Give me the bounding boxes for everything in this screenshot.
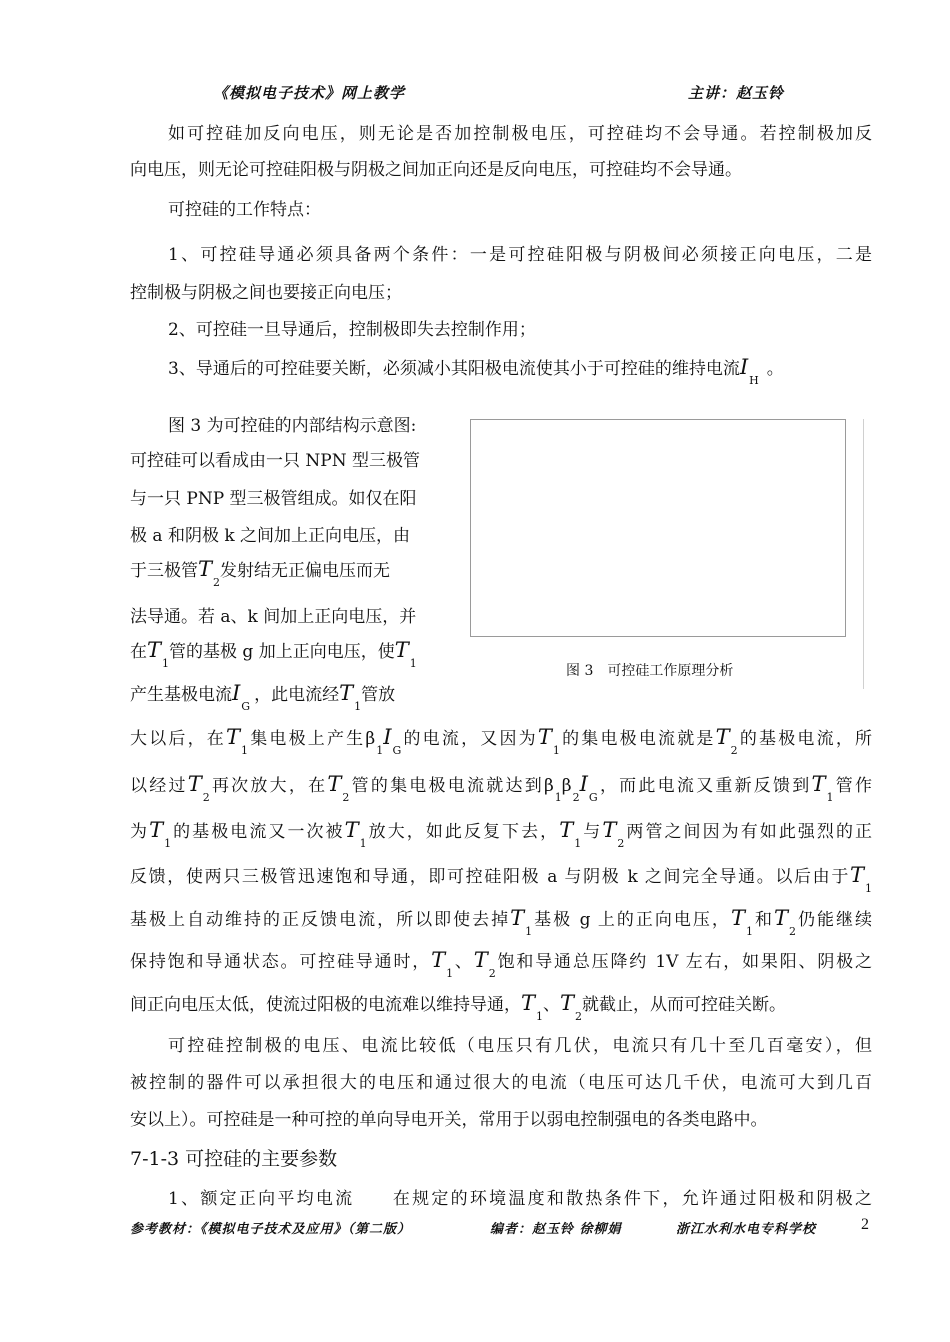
side-text-line	[130, 680, 396, 713]
text-run: 管的基极 g 加上正向电压，使	[169, 642, 395, 662]
side-text-line: 法导通。若 a、k 间加上正向电压，并	[130, 607, 417, 627]
text-run: 基极 g 上的正向电压，	[532, 910, 731, 930]
header-title: 《模拟电子技术》网上教学	[213, 84, 406, 102]
subscript: G	[241, 700, 251, 713]
text-run: 管作	[833, 776, 872, 796]
text-run: 为	[130, 822, 150, 842]
symbol-T: T	[715, 725, 730, 749]
text-run: 管放	[361, 685, 396, 705]
side-text-line: 图 3 为可控硅的内部结构示意图:	[168, 416, 417, 436]
symbol-beta: β	[543, 776, 554, 796]
subscript: 2	[488, 967, 496, 980]
paragraph-line: 可控硅的工作特点：	[168, 200, 321, 220]
list-item-2: 2、可控硅一旦导通后，控制极即失去控制作用；	[168, 320, 536, 340]
symbol-T: T	[198, 557, 213, 581]
text-run: 的电流，又因为	[401, 729, 538, 749]
symbol-I: I	[232, 681, 241, 705]
text-run: 、	[543, 995, 561, 1015]
text-run: 以经过	[130, 776, 188, 796]
symbol-T: T	[773, 906, 788, 930]
subscript: 1	[241, 744, 248, 757]
symbol-T: T	[510, 906, 525, 930]
symbol-I: I	[579, 772, 588, 796]
subscript: 1	[164, 837, 172, 850]
text-run: 饱和导通总压降约 1V 左右，如果阳、阴极之	[495, 952, 872, 972]
text-run: 仍能继续	[795, 910, 873, 930]
subscript: 1	[162, 657, 170, 670]
subscript: 1	[865, 882, 872, 895]
paragraph-line: 如可控硅加反向电压，则无论是否加控制极电压，可控硅均不会导通。若控制极加反	[168, 124, 872, 144]
text-run: 的集电极电流就是	[559, 729, 716, 749]
subscript: 1	[409, 657, 417, 670]
symbol-T: T	[327, 772, 342, 796]
side-text-line: 可控硅可以看成由一只 NPN 型三极管	[130, 451, 420, 471]
symbol-T: T	[537, 725, 552, 749]
text-run: 。	[766, 359, 784, 379]
side-text-line	[130, 556, 391, 589]
symbol-T: T	[730, 906, 745, 930]
symbol-T: T	[849, 863, 864, 887]
text-run: ，而此电流又重新反馈到	[597, 776, 812, 796]
paragraph-line: 1、额定正向平均电流 在规定的环境温度和散热条件下，允许通过阳极和阴极之	[168, 1189, 872, 1209]
subscript: 1	[745, 925, 753, 938]
text-run: 与	[581, 822, 603, 842]
text-run: 反馈，使两只三极管迅速饱和导通，即可控硅阳极 a 与阴极 k 之间完全导通。以后由于	[130, 867, 850, 887]
subscript: 1	[446, 967, 454, 980]
paragraph-line	[130, 863, 872, 895]
subscript: 1	[574, 837, 582, 850]
header-lecturer: 主讲：赵玉铃	[688, 84, 785, 102]
symbol-T: T	[559, 818, 574, 842]
subscript: 1	[525, 925, 533, 938]
symbol-beta: β	[561, 776, 572, 796]
subscript: 1	[554, 791, 562, 804]
subscript: 1	[354, 700, 362, 713]
text-run: 于三极管	[130, 561, 198, 581]
symbol-T: T	[521, 991, 536, 1015]
paragraph-line	[130, 991, 787, 1023]
paragraph-line	[130, 948, 872, 980]
side-text-line: 极 a 和阴极 k 之间加上正向电压，由	[130, 526, 411, 546]
symbol-T: T	[187, 772, 202, 796]
subscript: 2	[730, 744, 738, 757]
footer-school: 浙江水利水电专科学校	[676, 1222, 817, 1237]
section-heading: 7-1-3 可控硅的主要参数	[130, 1148, 338, 1170]
symbol-T: T	[225, 725, 240, 749]
symbol-T: T	[394, 638, 409, 662]
text-run: 就截止，从而可控硅关断。	[582, 995, 787, 1015]
text-run: 大以后，在	[130, 729, 226, 749]
text-run: 和	[752, 910, 774, 930]
text-run: 的基极电流，所	[737, 729, 873, 749]
text-run: 两管之间因为有如此强烈的正	[624, 822, 873, 842]
list-item-3	[168, 355, 784, 387]
side-text-line	[130, 637, 417, 670]
text-run: 基极上自动维持的正反馈电流，所以即使去掉	[130, 910, 511, 930]
list-item-1-line: 1、可控硅导通必须具备两个条件：一是可控硅阳极与阴极间必须接正向电压，二是	[168, 245, 872, 265]
subscript: 2	[575, 1010, 583, 1023]
subscript: H	[749, 374, 759, 387]
symbol-T: T	[344, 818, 359, 842]
text-run: 间正向电压太低，使流过阳极的电流难以维持导通，	[130, 995, 521, 1015]
paragraph-line	[130, 906, 873, 938]
symbol-T: T	[339, 681, 354, 705]
footer-textbook: 参考教材：《模拟电子技术及应用》（第二版）	[130, 1222, 412, 1237]
text-run: ，此电流经	[254, 685, 340, 705]
paragraph-line	[130, 818, 873, 850]
subscript: 1	[376, 744, 384, 757]
text-run: 集电极上产生	[248, 729, 366, 749]
figure-placeholder	[470, 419, 846, 637]
side-text-line: 与一只 PNP 型三极管组成。如仅在阳	[130, 489, 417, 509]
paragraph-line: 向电压，则无论可控硅阳极与阴极之间加正向还是反向电压，可控硅均不会导通。	[130, 160, 742, 180]
text-run: 保持饱和导通状态。可控硅导通时，	[130, 952, 432, 972]
subscript: 2	[213, 576, 221, 589]
symbol-T: T	[602, 818, 617, 842]
subscript: 1	[536, 1010, 544, 1023]
subscript: 2	[617, 837, 625, 850]
symbol-T: T	[147, 638, 162, 662]
subscript: 1	[826, 791, 834, 804]
text-run: 管的集电极电流就达到	[349, 776, 544, 796]
text-run: 再次放大，在	[209, 776, 328, 796]
text-run: 、	[453, 952, 474, 972]
paragraph-line	[130, 772, 872, 804]
subscript: 1	[552, 744, 560, 757]
subscript: 1	[359, 837, 367, 850]
symbol-T: T	[473, 948, 488, 972]
text-run: 发射结无正偏电压而无	[220, 561, 391, 581]
text-run: 在	[130, 642, 147, 662]
symbol-T: T	[149, 818, 164, 842]
symbol-T: T	[560, 991, 575, 1015]
paragraph-line: 安以上）。可控硅是一种可控的单向导电开关，常用于以弱电控制强电的各类电路中。	[130, 1110, 768, 1130]
subscript: G	[588, 791, 598, 804]
list-item-1-line: 控制极与阴极之间也要接正向电压；	[130, 283, 402, 303]
subscript: 2	[572, 791, 580, 804]
divider	[863, 419, 864, 689]
symbol-T: T	[431, 948, 446, 972]
text-run: 放大，如此反复下去，	[366, 822, 560, 842]
paragraph-line: 可控硅控制极的电压、电流比较低（电压只有几伏，电流只有几十至几百毫安），但	[168, 1036, 872, 1056]
text-run: 3、导通后的可控硅要关断，必须减小其阳极电流使其小于可控硅的维持电流	[168, 359, 740, 379]
paragraph-line: 被控制的器件可以承担很大的电压和通过很大的电流（电压可达几千伏，电流可大到几百	[130, 1073, 872, 1093]
subscript: 2	[202, 791, 210, 804]
footer-editors: 编者：赵玉铃 徐柳娟	[490, 1222, 622, 1237]
symbol-beta: β	[365, 729, 376, 749]
symbol-T: T	[811, 772, 826, 796]
subscript: 2	[788, 925, 796, 938]
text-run: 产生基极电流	[130, 685, 232, 705]
symbol-I: I	[383, 725, 392, 749]
paragraph-line	[130, 725, 873, 757]
symbol-I: I	[739, 355, 749, 379]
subscript: 2	[342, 791, 350, 804]
figure-caption: 图 3 可控硅工作原理分析	[566, 663, 734, 679]
subscript: G	[392, 744, 402, 757]
text-run: 的基极电流又一次被	[171, 822, 345, 842]
page-number: 2	[861, 1216, 869, 1233]
